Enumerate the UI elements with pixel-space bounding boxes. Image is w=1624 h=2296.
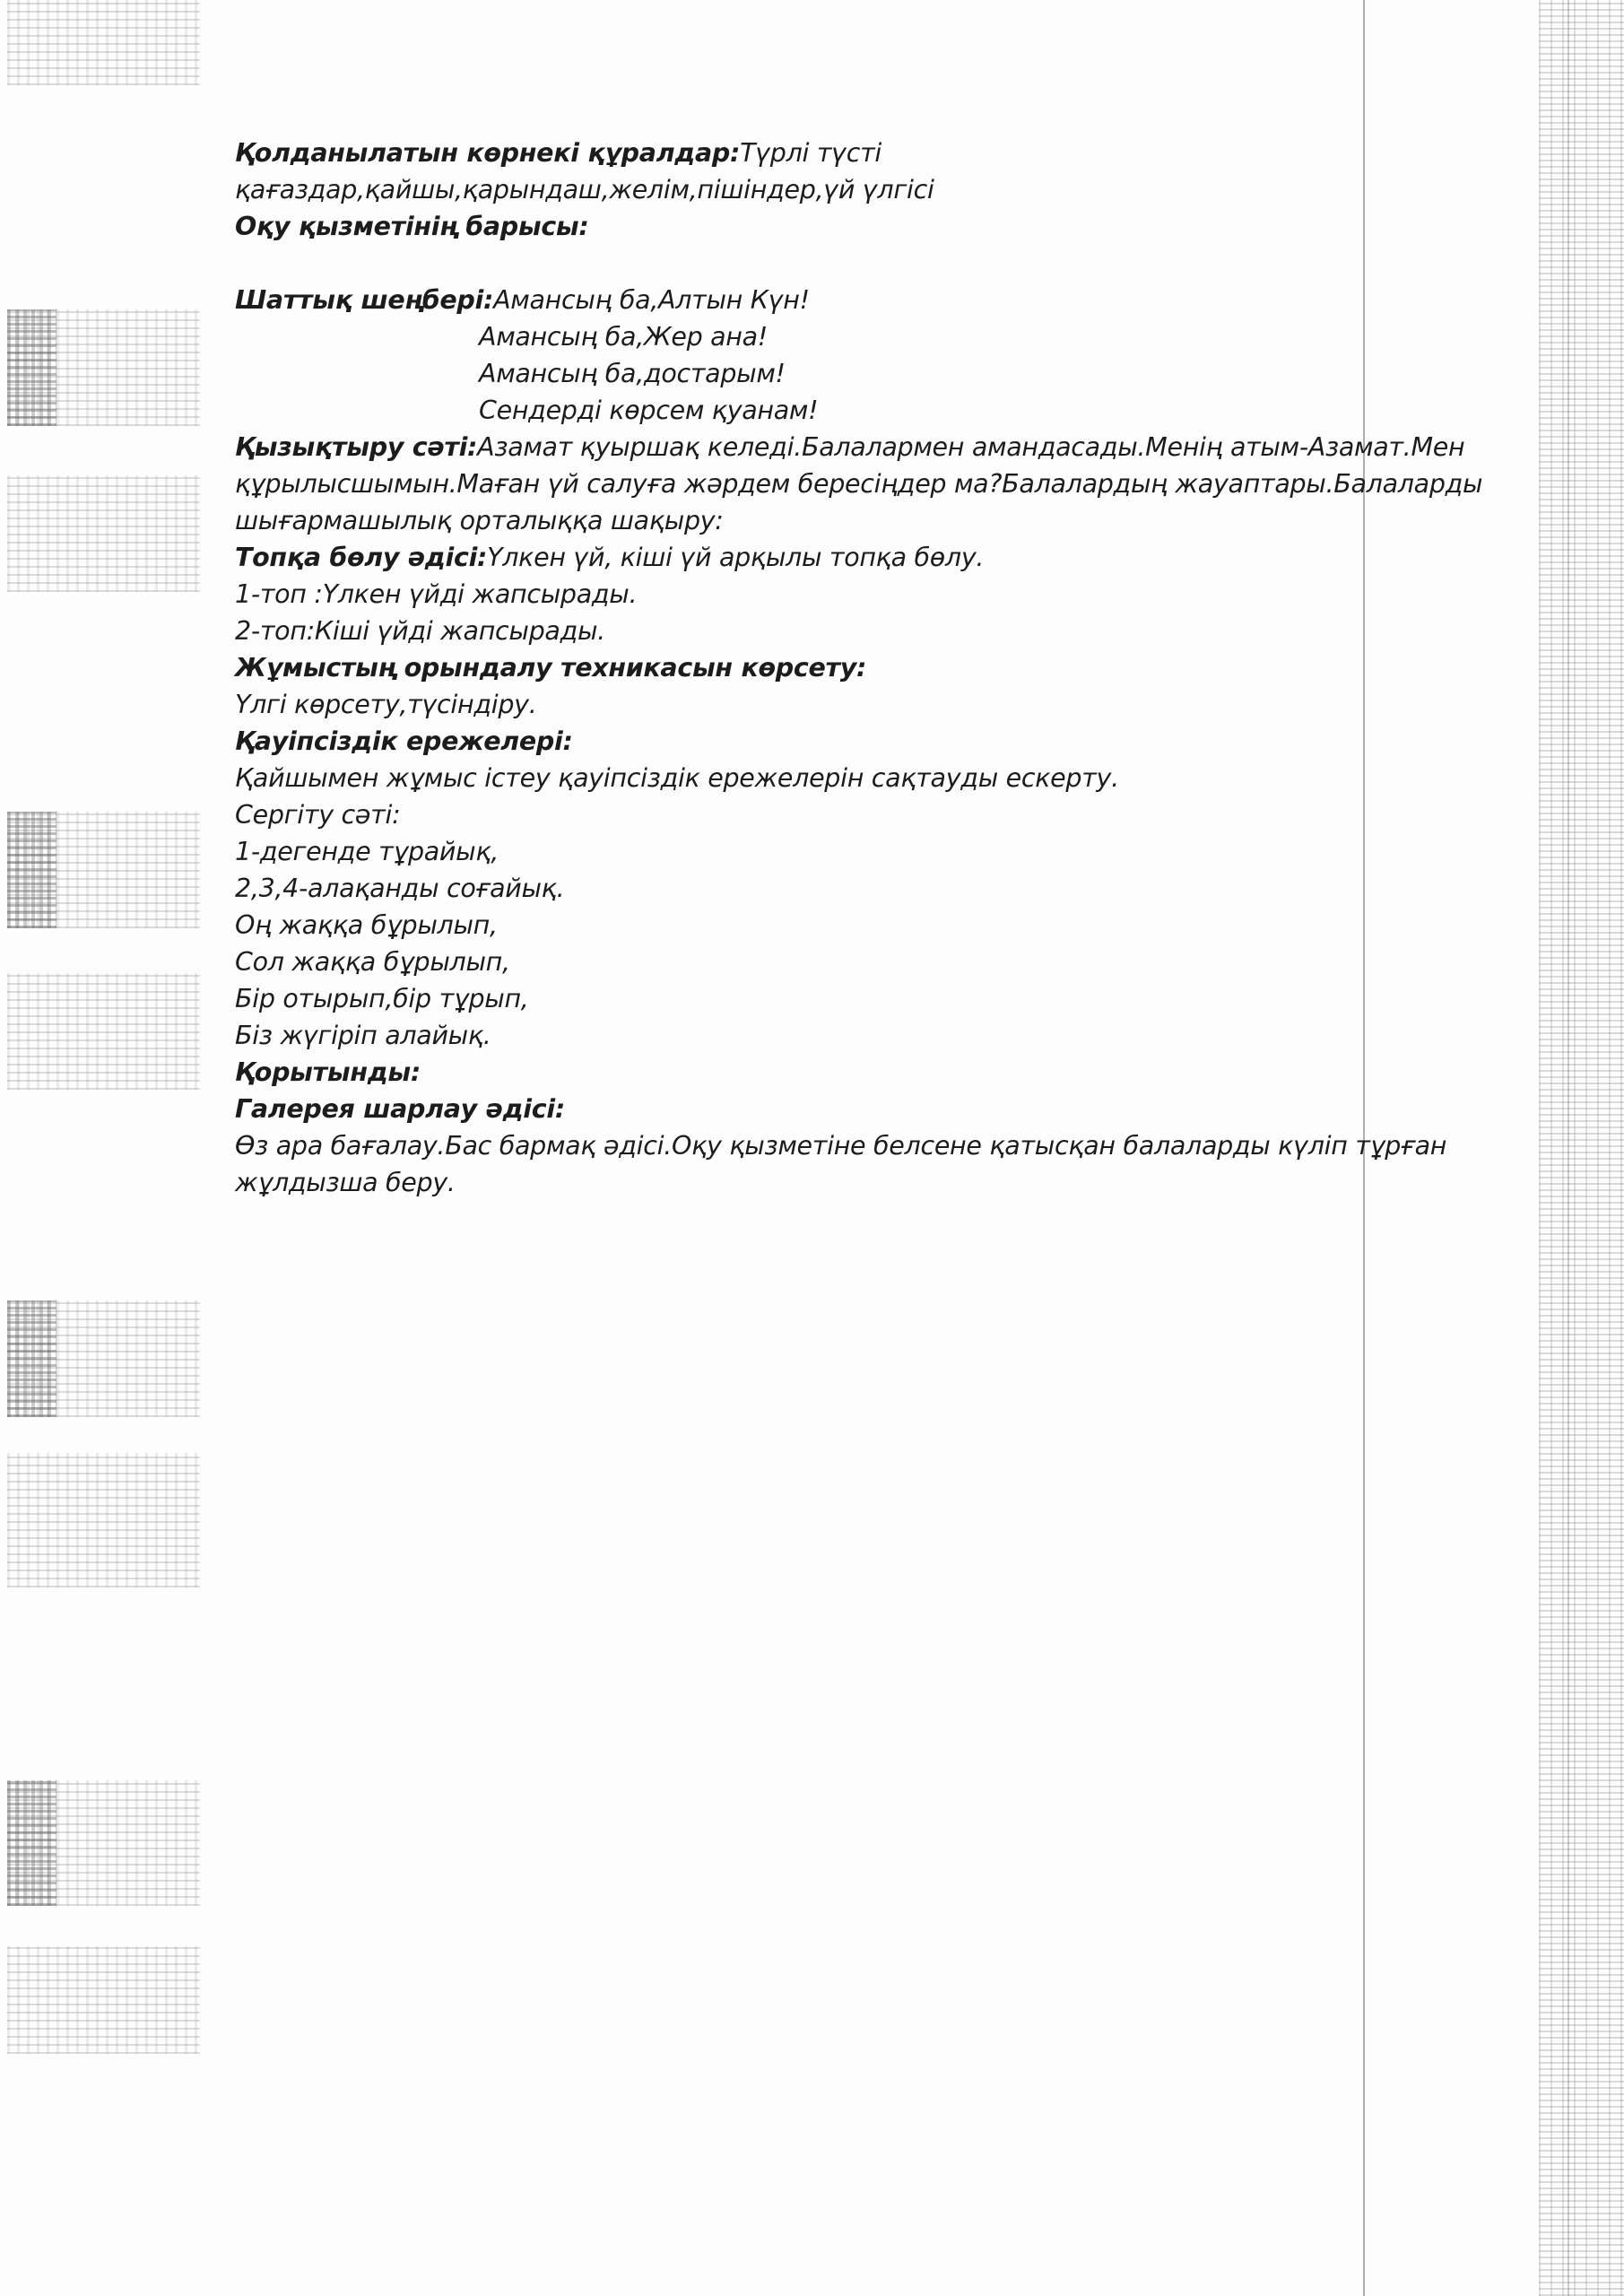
scan-noise-left-3 xyxy=(7,309,56,426)
warmup-verse-line: Бір отырып,бір тұрып, xyxy=(235,984,529,1013)
joy-circle-verse-line: Амансың ба,Жер ана! xyxy=(479,322,768,352)
scan-noise-left-1 xyxy=(7,0,200,85)
joy-circle-verse-line: Амансың ба,Алтын Күн! xyxy=(493,285,810,315)
warmup-verse-line: Біз жүгіріп алайық. xyxy=(235,1021,491,1050)
warmup-verse-line: 1-дегенде тұрайық, xyxy=(235,837,499,866)
warmup-verse-line: 2,3,4-алақанды соғайық. xyxy=(235,874,565,903)
motivation-heading: Қызықтыру сәті: xyxy=(235,432,478,462)
technique-text: Үлгі көрсету,түсіндіру. xyxy=(235,690,537,719)
group-2-line: 2-топ:Кіші үйді жапсырады. xyxy=(235,616,605,646)
scan-noise-left-7 xyxy=(7,973,200,1090)
motivation-paragraph xyxy=(235,429,1490,539)
joy-circle-verse-line: Сендерді көрсем қуанам! xyxy=(479,396,819,425)
motivation-text: Азамат қуыршақ келеді.Балалармен амандасады.Менің атым-Азамат.Мен құрылысшымын.Маған үй салуға жәрдем бересіңдер ма?Балалардың жауаптары.Балаларды шығармашылық орталыққа шақыру: xyxy=(235,432,1483,535)
materials-text: Түрлі түсті қағаздар,қайшы,қарындаш,желім,пішіндер,үй үлгісі xyxy=(235,138,934,204)
conclusion-heading: Қорытынды: xyxy=(235,1057,421,1087)
joy-circle-line xyxy=(235,282,1490,318)
scan-noise-left-11 xyxy=(7,1780,200,1906)
scan-noise-left-6 xyxy=(7,812,56,928)
scan-noise-left-2 xyxy=(7,309,200,426)
scan-noise-left-5 xyxy=(7,812,200,928)
scan-line xyxy=(1568,0,1569,2296)
progress-heading: Оқу қызметінің барысы: xyxy=(235,212,589,241)
scan-noise-left-9 xyxy=(7,1300,56,1417)
safety-text: Қайшымен жұмыс істеу қауіпсіздік ережелерін сақтауды ескерту. xyxy=(235,763,1119,793)
scan-noise-left-12 xyxy=(7,1780,56,1906)
spacer xyxy=(235,245,1490,282)
grouping-text: Үлкен үй, кіші үй арқылы топқа бөлу. xyxy=(487,543,985,572)
warmup-verse-line: Оң жаққа бұрылып, xyxy=(235,910,498,940)
warmup-title: Сергіту сәті: xyxy=(235,800,401,830)
scan-noise-right xyxy=(1539,0,1624,2296)
materials-paragraph xyxy=(235,135,1490,208)
scan-noise-left-10 xyxy=(7,1453,200,1587)
gallery-heading: Галерея шарлау әдісі: xyxy=(235,1094,565,1124)
scan-noise-left-13 xyxy=(7,1946,200,2054)
warmup-verse-line: Сол жаққа бұрылып, xyxy=(235,947,510,977)
safety-heading: Қауіпсіздік ережелері: xyxy=(235,726,573,756)
grouping-heading: Топқа бөлу әдісі: xyxy=(235,543,488,572)
grouping-line xyxy=(235,539,1490,576)
scan-noise-left-4 xyxy=(7,475,200,592)
gallery-text: Өз ара бағалау.Бас бармақ әдісі.Оқу қызметіне белсене қатысқан балаларды күліп тұрған жұлдызша беру. xyxy=(235,1131,1447,1197)
group-1-line: 1-топ :Үлкен үйді жапсырады. xyxy=(235,579,638,609)
materials-heading: Қолданылатын көрнекі құралдар: xyxy=(235,138,741,168)
scan-noise-left-8 xyxy=(7,1300,200,1417)
joy-circle-verse-line: Амансың ба,достарым! xyxy=(479,359,786,388)
technique-heading: Жұмыстың орындалу техникасын көрсету: xyxy=(235,653,867,683)
joy-circle-heading: Шаттық шеңбері: xyxy=(235,285,494,315)
document-body xyxy=(235,135,1490,1201)
